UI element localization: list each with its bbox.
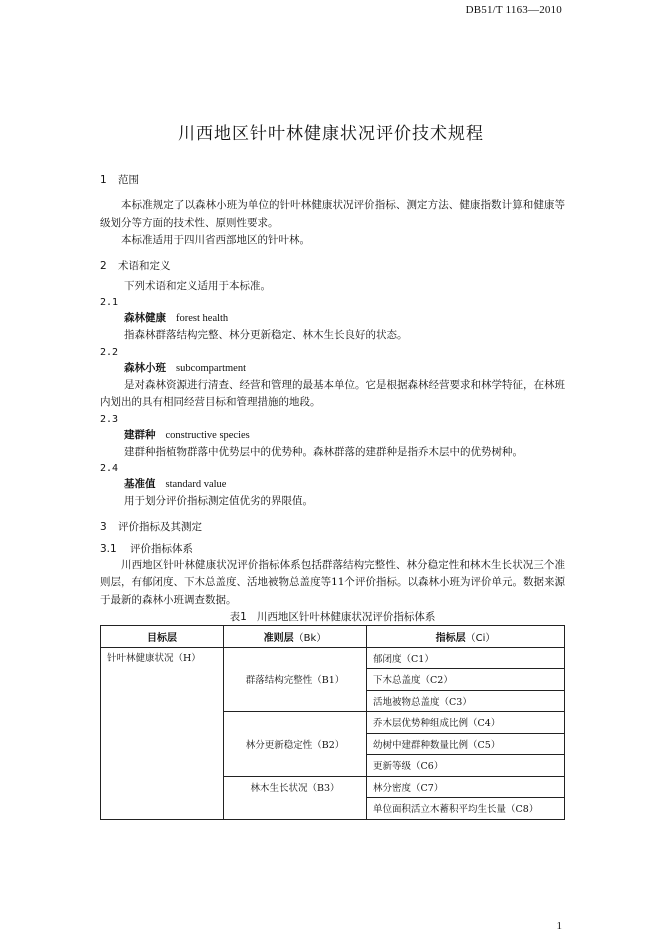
term-english: forest health (176, 313, 229, 324)
header-target-layer: 目标层 (101, 626, 224, 648)
clause-number: 2.3 (100, 413, 119, 425)
term-english: standard value (165, 479, 227, 490)
indicator-cell: 下木总盖度（C2） (367, 669, 565, 691)
table-caption (100, 609, 565, 625)
term-english: constructive species (165, 429, 250, 441)
section-number: 1 (100, 174, 107, 186)
target-cell: 针叶林健康状况（H） (101, 647, 224, 819)
term-definition: 指森林群落结构完整、林分更新稳定、林木生长良好的状态。 (124, 329, 408, 341)
document-body (100, 172, 565, 820)
indicator-table (100, 625, 565, 820)
indicator-cell: 郁闭度（C1） (367, 647, 565, 669)
term-entry (100, 310, 565, 327)
clause-number: 2.4 (100, 463, 119, 474)
table-caption-number: 表1 (229, 611, 247, 623)
section-title: 范围 (118, 174, 139, 186)
term-definition: 是对森林资源进行清查、经营和管理的最基本单位。它是根据森林经营要求和林学特征，在林班内划出的具有相同经营目标和管理措施的地段。 (100, 378, 565, 408)
header-criteria-layer (224, 626, 367, 648)
subsection-title: 评价指标体系 (130, 542, 193, 555)
section-2-intro: 下列术语和定义适用于本标准。 (124, 279, 271, 292)
header-indicator-label: 指标层 (435, 632, 466, 644)
indicator-cell: 活地被物总盖度（C3） (367, 690, 565, 712)
section-1-paragraph: 本标准适用于四川省西部地区的针叶林。 (121, 234, 310, 246)
section-number: 3 (100, 520, 107, 533)
indicator-cell: 乔木层优势种组成比例（C4） (367, 712, 565, 734)
table-row (101, 647, 565, 669)
header-indicator-layer (367, 626, 565, 648)
header-indicator-code: （Ci） (465, 632, 496, 644)
section-2-heading (100, 258, 565, 274)
section-title: 评价指标及其测定 (118, 520, 202, 533)
indicator-cell: 林分密度（C7） (367, 776, 565, 798)
header-criteria-label: 准则层 (263, 632, 294, 644)
term-definition: 建群种指植物群落中优势层中的优势种。森林群落的建群种是指乔木层中的优势树种。 (124, 445, 523, 458)
term-chinese: 建群种 (124, 428, 156, 441)
term-chinese: 基准值 (124, 478, 156, 490)
criteria-cell: 林分更新稳定性（B2） (224, 712, 367, 777)
criteria-cell: 群落结构完整性（B1） (224, 647, 367, 712)
section-1-heading (100, 172, 565, 188)
section-3-paragraph: 川西地区针叶林健康状况评价指标体系包括群落结构完整性、林分稳定性和林木生长状况三个准则层，有郁闭度、下木总盖度、活地被物总盖度等11个评价指标。以森林小班为评价单元。数据来源于最新的森林小班调查数据。 (100, 558, 565, 606)
clause-number: 2.2 (100, 346, 119, 358)
term-entry (100, 427, 565, 444)
page-number: 1 (556, 920, 562, 932)
table-caption-text: 川西地区针叶林健康状况评价指标体系 (256, 611, 436, 623)
term-chinese: 森林小班 (124, 361, 166, 374)
document-title: 川西地区针叶林健康状况评价技术规程 (178, 124, 484, 144)
section-1-paragraph: 本标准规定了以森林小班为单位的针叶林健康状况评价指标、测定方法、健康指数计算和健康等级划分等方面的技术性、原则性要求。 (100, 199, 565, 229)
section-3-heading (100, 519, 565, 535)
header-criteria-code: （Bk） (293, 632, 327, 644)
subsection-3-1-heading (100, 541, 565, 557)
section-title: 术语和定义 (118, 259, 171, 272)
term-chinese: 森林健康 (124, 312, 166, 324)
term-entry (100, 360, 565, 377)
indicator-cell: 幼树中建群种数量比例（C5） (367, 733, 565, 755)
term-entry (100, 476, 565, 493)
term-english: subcompartment (176, 362, 246, 374)
criteria-cell: 林木生长状况（B3） (224, 776, 367, 819)
subsection-number: 3.1 (100, 542, 117, 555)
document-code: DB51/T 1163—2010 (465, 4, 562, 16)
table-header-row (101, 626, 565, 648)
section-number: 2 (100, 259, 107, 272)
clause-number: 2.1 (100, 297, 119, 308)
indicator-cell: 单位面积活立木蓄积平均生长量（C8） (367, 798, 565, 820)
indicator-cell: 更新等级（C6） (367, 755, 565, 777)
term-definition: 用于划分评价指标测定值优劣的界限值。 (124, 495, 313, 507)
